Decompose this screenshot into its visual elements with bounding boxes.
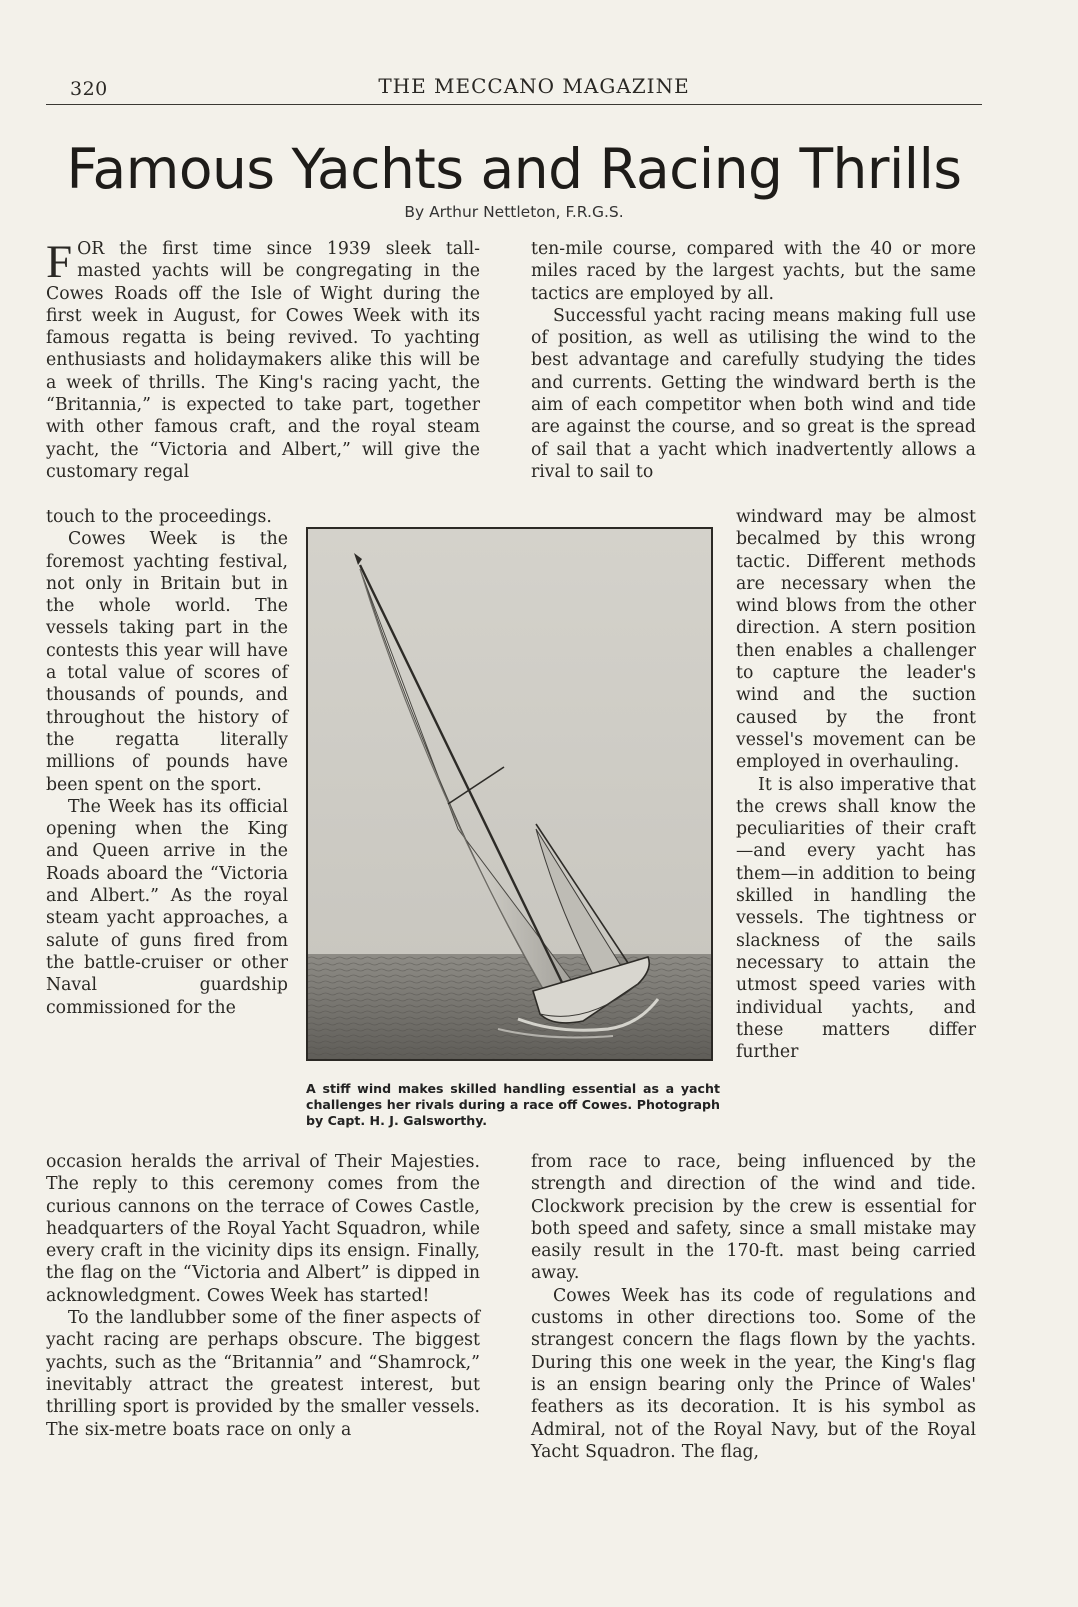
right-column-top bbox=[531, 238, 976, 483]
magazine-name: THE MECCANO MAGAZINE bbox=[378, 74, 690, 98]
sailing-yacht-image bbox=[308, 529, 711, 1059]
paragraph-text: OR the first time since 1939 sleek tall-masted yachts will be congregating in the Cowes Roads off the Isle of Wight during the first week in August, for Cowes Week with its famous regatta is being revived. To yachting enthusiasts and holidaymakers alike this will be a week of thrills. The King's racing yacht, the “Britannia,” is expected to take part, together with other famous craft, and the royal steam yacht, the “Victoria and Albert,” will give the customary regal bbox=[46, 239, 480, 482]
left-column-top bbox=[46, 238, 480, 483]
drop-cap: F bbox=[46, 236, 73, 288]
left-column-bottom bbox=[46, 1151, 480, 1441]
paragraph: from race to race, being influenced by the strength and direction of the wind and tide. Clockwork precision by the crew is essential for both speed and safety, since a small mistake may easily result in the 170-ft. mast being carried away. bbox=[531, 1152, 976, 1284]
article-byline: By Arthur Nettleton, F.R.G.S. bbox=[404, 203, 624, 221]
running-header bbox=[46, 72, 982, 102]
paragraph: Cowes Week is the foremost yachting festival, not only in Britain but in the whole world. The vessels taking part in the contests this year will have a total value of scores of thousands of pounds, and throughout the history of the regatta literally millions of pounds have been spent on the sport. bbox=[46, 529, 288, 795]
right-column-narrow bbox=[736, 506, 976, 1063]
paragraph: touch to the proceedings. bbox=[46, 507, 272, 527]
paragraph bbox=[46, 238, 480, 483]
right-column-bottom bbox=[531, 1151, 976, 1463]
paragraph: To the landlubber some of the finer aspects of yacht racing are perhaps obscure. The biggest yachts, such as the “Britannia” and “Shamrock,” inevitably attract the greatest interest, but thrilling sport is provided by the smaller vessels. The six-metre boats race on only a bbox=[46, 1308, 480, 1440]
page-number: 320 bbox=[70, 78, 108, 100]
paragraph: ten-mile course, compared with the 40 or more miles raced by the largest yachts, but the same tactics are employed by all. bbox=[531, 239, 976, 304]
left-column-narrow bbox=[46, 506, 288, 1019]
header-rule bbox=[46, 104, 982, 105]
photo-caption: A stiff wind makes skilled handling essential as a yacht challenges her rivals during a race off Cowes. Photograph by Capt. H. J. Galsworthy. bbox=[306, 1081, 720, 1128]
article-title: Famous Yachts and Racing Thrills bbox=[66, 137, 962, 201]
paragraph: The Week has its official opening when the King and Queen arrive in the Roads aboard the “Victoria and Albert.” As the royal steam yacht approaches, a salute of guns fired from the battle-cruiser or other Naval guardship commissioned for the bbox=[46, 796, 288, 1018]
paragraph: Successful yacht racing means making full use of position, as well as utilising the wind to the best advantage and carefully studying the tides and currents. Getting the windward berth is the aim of each competitor when both wind and tide are against the course, and so great is the spread of sail that a yacht which inadvertently allows a rival to sail to bbox=[531, 305, 976, 482]
paragraph: occasion heralds the arrival of Their Majesties. The reply to this ceremony comes from the curious cannons on the terrace of Cowes Castle, headquarters of the Royal Yacht Squadron, while every craft in the vicinity dips its ensign. Finally, the flag on the “Victoria and Albert” is dipped in acknowledgment. Cowes Week has started! bbox=[46, 1152, 480, 1306]
paragraph: Cowes Week has its code of regulations and customs in other directions too. Some of the strangest concern the flags flown by the yachts. During this one week in the year, the King's flag is an ensign bearing only the Prince of Wales' feathers as its decoration. It is his symbol as Admiral, not of the Royal Navy, but of the Royal Yacht Squadron. The flag, bbox=[531, 1285, 976, 1462]
paragraph: It is also imperative that the crews shall know the peculiarities of their craft—and every yacht has them—in addition to being skilled in handling the vessels. The tightness or slackness of the sails necessary to attain the utmost speed varies with individual yachts, and these matters differ further bbox=[736, 774, 976, 1063]
yacht-photograph bbox=[306, 527, 713, 1061]
paragraph: windward may be almost becalmed by this wrong tactic. Different methods are necessary when the wind blows from the other direction. A stern position then enables a challenger to capture the leader's wind and the suction caused by the front vessel's movement can be employed in overhauling. bbox=[736, 507, 976, 773]
